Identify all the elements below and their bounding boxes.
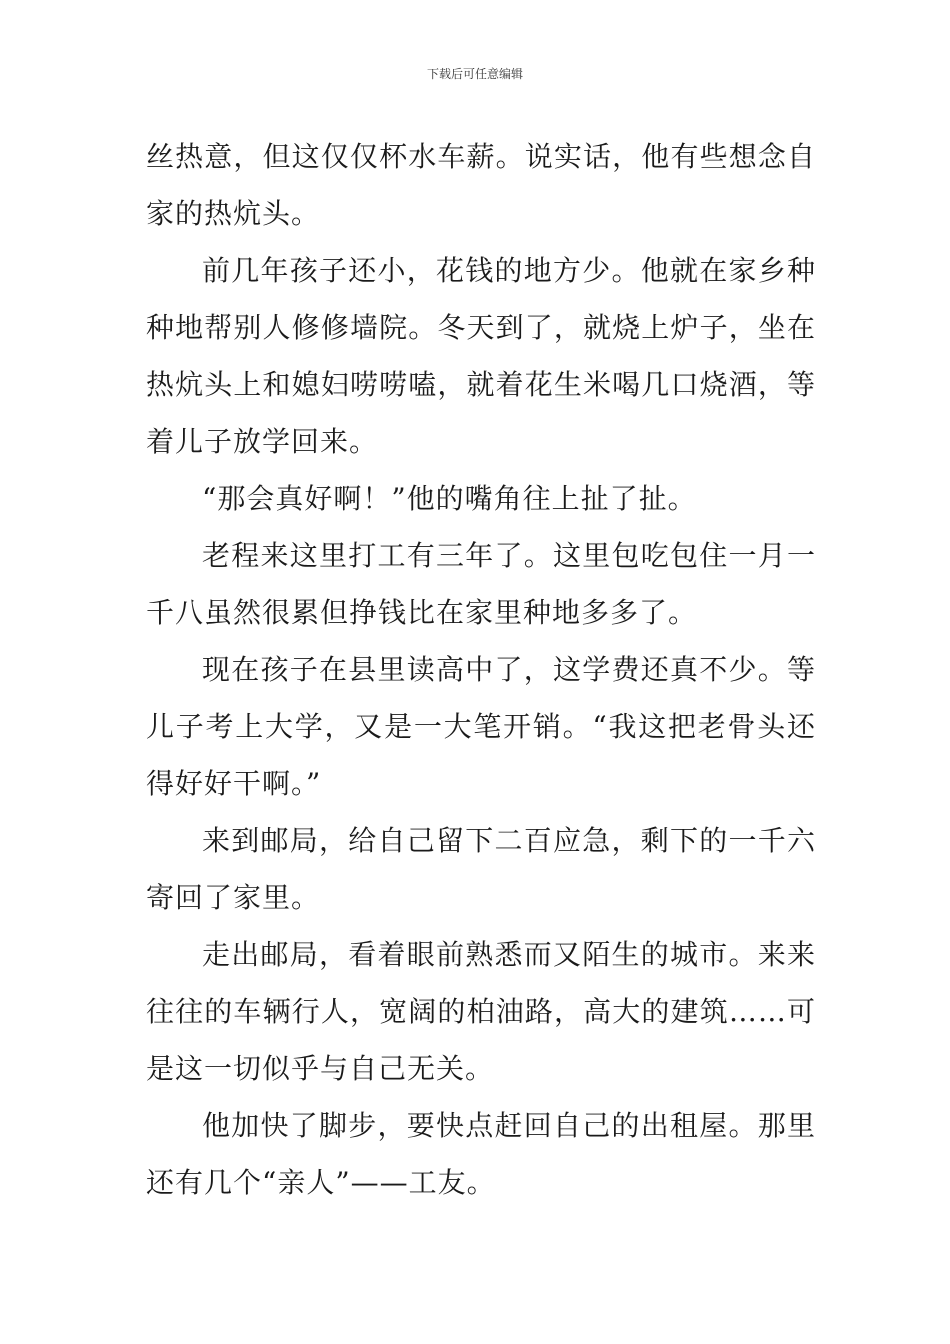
paragraph: 来到邮局，给自己留下二百应急，剩下的一千六寄回了家里。 [146, 824, 816, 914]
body-text [146, 128, 816, 1211]
page-header: 下载后可任意编辑 [426, 67, 523, 81]
paragraph: 丝热意，但这仅仅杯水车薪。说实话，他有些想念自家的热炕头。 [146, 140, 816, 230]
paragraph: 现在孩子在县里读高中了，这学费还真不少。等儿子考上大学，又是一大笔开销。“我这把老骨头还得好好干啊。” [146, 653, 816, 800]
paragraph: 前几年孩子还小，花钱的地方少。他就在家乡种种地帮别人修修墙院。冬天到了，就烧上炉子，坐在热炕头上和媳妇唠唠嗑，就着花生米喝几口烧酒，等着儿子放学回来。 [146, 254, 816, 458]
paragraph: “那会真好啊！”他的嘴角往上扯了扯。 [202, 482, 697, 515]
paragraph: 他加快了脚步，要快点赶回自己的出租屋。那里还有几个“亲人”——工友。 [146, 1109, 816, 1199]
paragraph: 走出邮局，看着眼前熟悉而又陌生的城市。来来往往的车辆行人，宽阔的柏油路，高大的建筑……可是这一切似乎与自己无关。 [146, 938, 816, 1085]
paragraph: 老程来这里打工有三年了。这里包吃包住一月一千八虽然很累但挣钱比在家里种地多多了。 [146, 539, 816, 629]
